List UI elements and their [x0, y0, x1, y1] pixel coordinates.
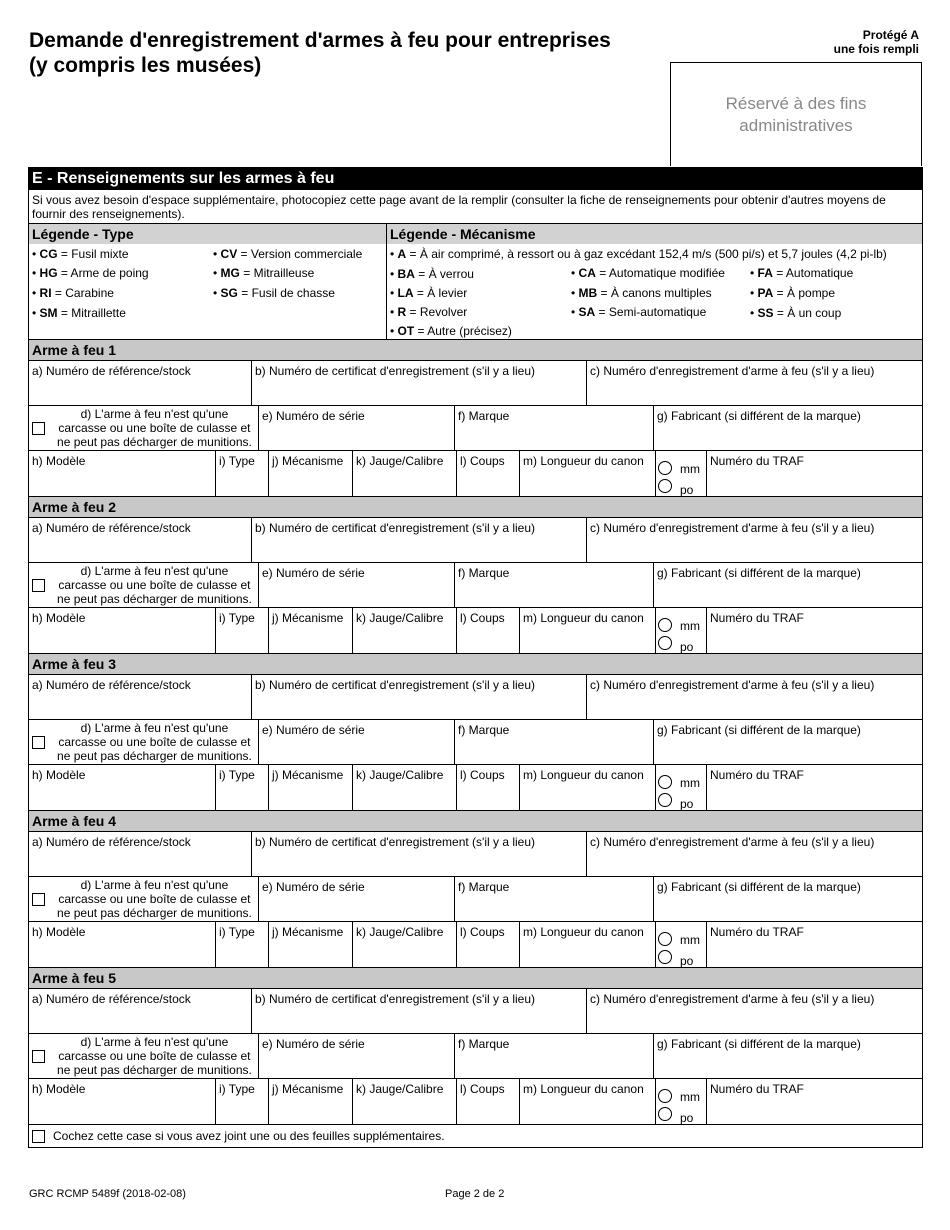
- manufacturer-field[interactable]: [654, 406, 922, 450]
- mechanism-label: j) Mécanisme: [272, 454, 344, 468]
- shots-field[interactable]: [457, 1079, 520, 1124]
- legend-mech-item: • SA = Semi-automatique: [571, 305, 707, 319]
- firearm-heading: Arme à feu 3: [28, 654, 923, 675]
- mechanism-field[interactable]: [269, 765, 353, 810]
- barrel-length-label: m) Longueur du canon: [523, 925, 644, 939]
- gauge-calibre-label: k) Jauge/Calibre: [356, 611, 444, 625]
- unit-mm-option[interactable]: mm: [658, 775, 672, 792]
- legend-type-item: • MG = Mitrailleuse: [213, 266, 315, 280]
- admin-use-box: [670, 62, 922, 166]
- unit-po-option[interactable]: po: [658, 479, 672, 496]
- type-label: i) Type: [219, 611, 255, 625]
- mechanism-field[interactable]: [269, 451, 353, 496]
- frame-only-label: d) L'arme à feu n'est qu'une carcasse ou une boîte de culasse et ne peut pas décharger de munitions.: [57, 721, 252, 763]
- shots-field[interactable]: [457, 922, 520, 967]
- frame-only-field: [29, 563, 259, 607]
- admin-line-1: Réservé à des fins: [725, 93, 867, 113]
- gauge-calibre-field[interactable]: [353, 922, 457, 967]
- title-line-2: (y compris les musées): [29, 54, 262, 77]
- model-field[interactable]: [29, 1079, 216, 1124]
- barrel-unit-field: [656, 608, 707, 653]
- gauge-calibre-field[interactable]: [353, 451, 457, 496]
- unit-mm-option[interactable]: mm: [658, 618, 672, 635]
- firearm-heading: Arme à feu 5: [28, 968, 923, 989]
- shots-label: l) Coups: [460, 454, 505, 468]
- make-label: f) Marque: [458, 1037, 510, 1051]
- firearm-block: [28, 811, 923, 968]
- firearm-block: [28, 497, 923, 654]
- firearm-registration-field[interactable]: [587, 518, 922, 562]
- traf-number-label: Numéro du TRAF: [710, 1082, 804, 1096]
- unit-mm-radio[interactable]: [658, 618, 672, 632]
- frame-only-field: [29, 720, 259, 764]
- unit-po-radio[interactable]: [658, 636, 672, 650]
- frame-only-field: [29, 406, 259, 450]
- firearm-row-1: [28, 361, 923, 406]
- model-label: h) Modèle: [32, 611, 86, 625]
- model-field[interactable]: [29, 451, 216, 496]
- serial-number-field[interactable]: [259, 720, 455, 764]
- barrel-length-field[interactable]: [520, 765, 656, 810]
- ref-stock-field[interactable]: [29, 832, 252, 876]
- traf-number-label: Numéro du TRAF: [710, 611, 804, 625]
- model-field[interactable]: [29, 922, 216, 967]
- barrel-length-label: m) Longueur du canon: [523, 611, 644, 625]
- legend-mech-item: • MB = À canons multiples: [571, 286, 712, 300]
- frame-only-checkbox[interactable]: [32, 736, 45, 749]
- barrel-length-field[interactable]: [520, 922, 656, 967]
- legend-mechanism: [387, 224, 922, 339]
- model-label: h) Modèle: [32, 1082, 86, 1096]
- mechanism-label: j) Mécanisme: [272, 925, 344, 939]
- extra-sheets-checkbox[interactable]: [32, 1130, 45, 1143]
- firearm-row-1: [28, 675, 923, 720]
- legend-type-item: • SG = Fusil de chasse: [213, 286, 335, 300]
- firearm-row-1: [28, 989, 923, 1034]
- frame-only-checkbox[interactable]: [32, 579, 45, 592]
- legend-type-item: • RI = Carabine: [32, 286, 114, 300]
- barrel-unit-field: [656, 922, 707, 967]
- make-field[interactable]: [455, 877, 654, 921]
- serial-number-label: e) Numéro de série: [262, 409, 365, 423]
- admin-line-2: administratives: [739, 115, 853, 135]
- firearm-row-3: [28, 451, 923, 497]
- unit-po-option[interactable]: po: [658, 1107, 672, 1124]
- serial-number-label: e) Numéro de série: [262, 1037, 365, 1051]
- unit-po-radio[interactable]: [658, 479, 672, 493]
- manufacturer-label: g) Fabricant (si différent de la marque): [657, 409, 861, 423]
- legend-mech-item: • A = À air comprimé, à ressort ou à gaz excédant 152,4 m/s (500 pi/s) et 5,7 joules (4,2 pi-lb): [390, 247, 887, 261]
- ref-stock-field[interactable]: [29, 675, 252, 719]
- barrel-unit-field: [656, 1079, 707, 1124]
- unit-mm-option[interactable]: mm: [658, 1089, 672, 1106]
- legend-type-item: • CV = Version commerciale: [213, 247, 363, 261]
- barrel-length-label: m) Longueur du canon: [523, 454, 644, 468]
- unit-mm-option[interactable]: mm: [658, 932, 672, 949]
- certificate-number-label: b) Numéro de certificat d'enregistrement (s'il y a lieu): [255, 992, 536, 1006]
- traf-number-field[interactable]: [707, 451, 922, 496]
- frame-only-field: [29, 877, 259, 921]
- certificate-number-field[interactable]: [252, 989, 587, 1033]
- traf-number-field[interactable]: [707, 1079, 922, 1124]
- model-label: h) Modèle: [32, 768, 86, 782]
- section-e-form: [28, 167, 923, 1148]
- firearm-heading: Arme à feu 1: [28, 340, 923, 361]
- firearms-list: [28, 340, 923, 1125]
- legend-mech-item: • PA = À pompe: [750, 286, 836, 300]
- protected-line-2: une fois rempli: [833, 42, 919, 56]
- firearm-row-2: [28, 720, 923, 765]
- firearm-row-2: [28, 1034, 923, 1079]
- legend-mech-item: • FA = Automatique: [750, 266, 854, 280]
- firearm-registration-field[interactable]: [587, 832, 922, 876]
- firearm-block: [28, 340, 923, 497]
- unit-po-option[interactable]: po: [658, 636, 672, 653]
- traf-number-label: Numéro du TRAF: [710, 454, 804, 468]
- type-field[interactable]: [216, 765, 269, 810]
- firearm-row-3: [28, 1079, 923, 1125]
- mechanism-field[interactable]: [269, 922, 353, 967]
- serial-number-label: e) Numéro de série: [262, 880, 365, 894]
- barrel-length-field[interactable]: [520, 1079, 656, 1124]
- make-field[interactable]: [455, 1034, 654, 1078]
- ref-stock-label: a) Numéro de référence/stock: [32, 364, 191, 378]
- ref-stock-label: a) Numéro de référence/stock: [32, 835, 191, 849]
- legend-mech-item: • CA = Automatique modifiée: [571, 266, 725, 280]
- firearm-registration-label: c) Numéro d'enregistrement d'arme à feu (s'il y a lieu): [590, 364, 875, 378]
- legend-type-item: • SM = Mitraillette: [32, 306, 126, 320]
- legend-mech-item: • LA = À levier: [390, 286, 468, 300]
- gauge-calibre-label: k) Jauge/Calibre: [356, 925, 444, 939]
- mechanism-label: j) Mécanisme: [272, 611, 344, 625]
- page-number: Page 2 de 2: [445, 1188, 505, 1200]
- barrel-length-field[interactable]: [520, 451, 656, 496]
- serial-number-field[interactable]: [259, 877, 455, 921]
- type-label: i) Type: [219, 925, 255, 939]
- model-field[interactable]: [29, 765, 216, 810]
- unit-mm-radio[interactable]: [658, 932, 672, 946]
- gauge-calibre-label: k) Jauge/Calibre: [356, 768, 444, 782]
- model-field[interactable]: [29, 608, 216, 653]
- barrel-length-field[interactable]: [520, 608, 656, 653]
- form-title: [29, 28, 669, 78]
- legend-type-item: • HG = Arme de poing: [32, 266, 149, 280]
- certificate-number-field[interactable]: [252, 361, 587, 405]
- unit-po-option[interactable]: po: [658, 950, 672, 967]
- firearm-row-2: [28, 877, 923, 922]
- barrel-length-label: m) Longueur du canon: [523, 1082, 644, 1096]
- serial-number-label: e) Numéro de série: [262, 723, 365, 737]
- shots-label: l) Coups: [460, 611, 505, 625]
- legend-mech-item: • R = Revolver: [390, 305, 468, 319]
- unit-po-radio[interactable]: [658, 1107, 672, 1121]
- gauge-calibre-field[interactable]: [353, 608, 457, 653]
- firearm-registration-label: c) Numéro d'enregistrement d'arme à feu (s'il y a lieu): [590, 992, 875, 1006]
- shots-field[interactable]: [457, 608, 520, 653]
- type-label: i) Type: [219, 454, 255, 468]
- model-label: h) Modèle: [32, 925, 86, 939]
- legend-mech-item: • OT = Autre (précisez): [390, 324, 512, 338]
- unit-mm-radio[interactable]: [658, 461, 672, 475]
- legend-type: [29, 224, 387, 339]
- legend-type-item: • CG = Fusil mixte: [32, 247, 129, 261]
- ref-stock-label: a) Numéro de référence/stock: [32, 521, 191, 535]
- traf-number-field[interactable]: [707, 608, 922, 653]
- firearm-row-3: [28, 608, 923, 654]
- barrel-unit-field: [656, 451, 707, 496]
- manufacturer-label: g) Fabricant (si différent de la marque): [657, 723, 861, 737]
- protected-line-1: Protégé A: [862, 28, 919, 42]
- mechanism-label: j) Mécanisme: [272, 768, 344, 782]
- frame-only-label: d) L'arme à feu n'est qu'une carcasse ou une boîte de culasse et ne peut pas décharger de munitions.: [57, 407, 252, 449]
- barrel-unit-field: [656, 765, 707, 810]
- model-label: h) Modèle: [32, 454, 86, 468]
- firearm-row-1: [28, 832, 923, 877]
- firearm-row-1: [28, 518, 923, 563]
- manufacturer-field[interactable]: [654, 563, 922, 607]
- certificate-number-label: b) Numéro de certificat d'enregistrement (s'il y a lieu): [255, 678, 536, 692]
- serial-number-field[interactable]: [259, 1034, 455, 1078]
- frame-only-label: d) L'arme à feu n'est qu'une carcasse ou une boîte de culasse et ne peut pas décharger de munitions.: [57, 878, 252, 920]
- firearm-row-3: [28, 922, 923, 968]
- manufacturer-label: g) Fabricant (si différent de la marque): [657, 566, 861, 580]
- firearm-registration-field[interactable]: [587, 361, 922, 405]
- frame-only-label: d) L'arme à feu n'est qu'une carcasse ou une boîte de culasse et ne peut pas décharger de munitions.: [57, 564, 252, 606]
- gauge-calibre-field[interactable]: [353, 1079, 457, 1124]
- frame-only-field: [29, 1034, 259, 1078]
- shots-field[interactable]: [457, 451, 520, 496]
- firearm-block: [28, 968, 923, 1125]
- manufacturer-label: g) Fabricant (si différent de la marque): [657, 1037, 861, 1051]
- type-field[interactable]: [216, 608, 269, 653]
- firearm-registration-label: c) Numéro d'enregistrement d'arme à feu (s'il y a lieu): [590, 678, 875, 692]
- unit-mm-radio[interactable]: [658, 1089, 672, 1103]
- serial-number-label: e) Numéro de série: [262, 566, 365, 580]
- frame-only-label: d) L'arme à feu n'est qu'une carcasse ou une boîte de culasse et ne peut pas décharger de munitions.: [57, 1035, 252, 1077]
- firearm-registration-label: c) Numéro d'enregistrement d'arme à feu (s'il y a lieu): [590, 835, 875, 849]
- traf-number-field[interactable]: [707, 922, 922, 967]
- frame-only-checkbox[interactable]: [32, 893, 45, 906]
- firearm-row-2: [28, 406, 923, 451]
- make-field[interactable]: [455, 720, 654, 764]
- mechanism-field[interactable]: [269, 608, 353, 653]
- serial-number-field[interactable]: [259, 406, 455, 450]
- shots-label: l) Coups: [460, 768, 505, 782]
- firearm-row-2: [28, 563, 923, 608]
- shots-label: l) Coups: [460, 1082, 505, 1096]
- traf-number-label: Numéro du TRAF: [710, 768, 804, 782]
- frame-only-checkbox[interactable]: [32, 422, 45, 435]
- serial-number-field[interactable]: [259, 563, 455, 607]
- protected-notice: [834, 28, 919, 56]
- ref-stock-field[interactable]: [29, 518, 252, 562]
- mechanism-field[interactable]: [269, 1079, 353, 1124]
- gauge-calibre-field[interactable]: [353, 765, 457, 810]
- make-label: f) Marque: [458, 566, 510, 580]
- type-field[interactable]: [216, 922, 269, 967]
- certificate-number-field[interactable]: [252, 675, 587, 719]
- firearm-heading: Arme à feu 4: [28, 811, 923, 832]
- firearm-heading: Arme à feu 2: [28, 497, 923, 518]
- section-instructions: Si vous avez besoin d'espace supplémentaire, photocopiez cette page avant de la remplir (consulter la fiche de renseignements pour obtenir d'autres moyens de fournir des renseignements).: [28, 190, 923, 224]
- shots-field[interactable]: [457, 765, 520, 810]
- ref-stock-label: a) Numéro de référence/stock: [32, 992, 191, 1006]
- legend: [28, 224, 923, 340]
- unit-po-radio[interactable]: [658, 793, 672, 807]
- traf-number-field[interactable]: [707, 765, 922, 810]
- certificate-number-label: b) Numéro de certificat d'enregistrement (s'il y a lieu): [255, 521, 536, 535]
- ref-stock-field[interactable]: [29, 361, 252, 405]
- certificate-number-field[interactable]: [252, 518, 587, 562]
- type-label: i) Type: [219, 768, 255, 782]
- type-label: i) Type: [219, 1082, 255, 1096]
- gauge-calibre-label: k) Jauge/Calibre: [356, 454, 444, 468]
- manufacturer-field[interactable]: [654, 720, 922, 764]
- type-field[interactable]: [216, 451, 269, 496]
- legend-mech-heading: Légende - Mécanisme: [387, 224, 922, 244]
- certificate-number-label: b) Numéro de certificat d'enregistrement (s'il y a lieu): [255, 835, 536, 849]
- firearm-registration-field[interactable]: [587, 989, 922, 1033]
- ref-stock-label: a) Numéro de référence/stock: [32, 678, 191, 692]
- barrel-length-label: m) Longueur du canon: [523, 768, 644, 782]
- ref-stock-field[interactable]: [29, 989, 252, 1033]
- unit-mm-option[interactable]: mm: [658, 461, 672, 478]
- shots-label: l) Coups: [460, 925, 505, 939]
- unit-mm-radio[interactable]: [658, 775, 672, 789]
- extra-sheets-label: Cochez cette case si vous avez joint une ou des feuilles supplémentaires.: [53, 1129, 445, 1143]
- legend-type-heading: Légende - Type: [29, 224, 386, 244]
- make-field[interactable]: [455, 406, 654, 450]
- certificate-number-label: b) Numéro de certificat d'enregistrement (s'il y a lieu): [255, 364, 536, 378]
- firearm-block: [28, 654, 923, 811]
- title-line-1: Demande d'enregistrement d'armes à feu pour entreprises: [29, 29, 611, 52]
- certificate-number-field[interactable]: [252, 832, 587, 876]
- unit-po-option[interactable]: po: [658, 793, 672, 810]
- type-field[interactable]: [216, 1079, 269, 1124]
- firearm-registration-field[interactable]: [587, 675, 922, 719]
- make-field[interactable]: [455, 563, 654, 607]
- firearm-row-3: [28, 765, 923, 811]
- extra-sheets-row: [28, 1125, 923, 1148]
- gauge-calibre-label: k) Jauge/Calibre: [356, 1082, 444, 1096]
- section-title: E - Renseignements sur les armes à feu: [28, 167, 923, 190]
- make-label: f) Marque: [458, 723, 510, 737]
- manufacturer-field[interactable]: [654, 1034, 922, 1078]
- unit-po-radio[interactable]: [658, 950, 672, 964]
- firearm-registration-label: c) Numéro d'enregistrement d'arme à feu (s'il y a lieu): [590, 521, 875, 535]
- legend-mech-item: • BA = À verrou: [390, 267, 474, 281]
- frame-only-checkbox[interactable]: [32, 1050, 45, 1063]
- traf-number-label: Numéro du TRAF: [710, 925, 804, 939]
- form-id: GRC RCMP 5489f (2018-02-08): [29, 1188, 186, 1200]
- legend-mech-item: • SS = À un coup: [750, 306, 842, 320]
- make-label: f) Marque: [458, 880, 510, 894]
- make-label: f) Marque: [458, 409, 510, 423]
- manufacturer-field[interactable]: [654, 877, 922, 921]
- mechanism-label: j) Mécanisme: [272, 1082, 344, 1096]
- manufacturer-label: g) Fabricant (si différent de la marque): [657, 880, 861, 894]
